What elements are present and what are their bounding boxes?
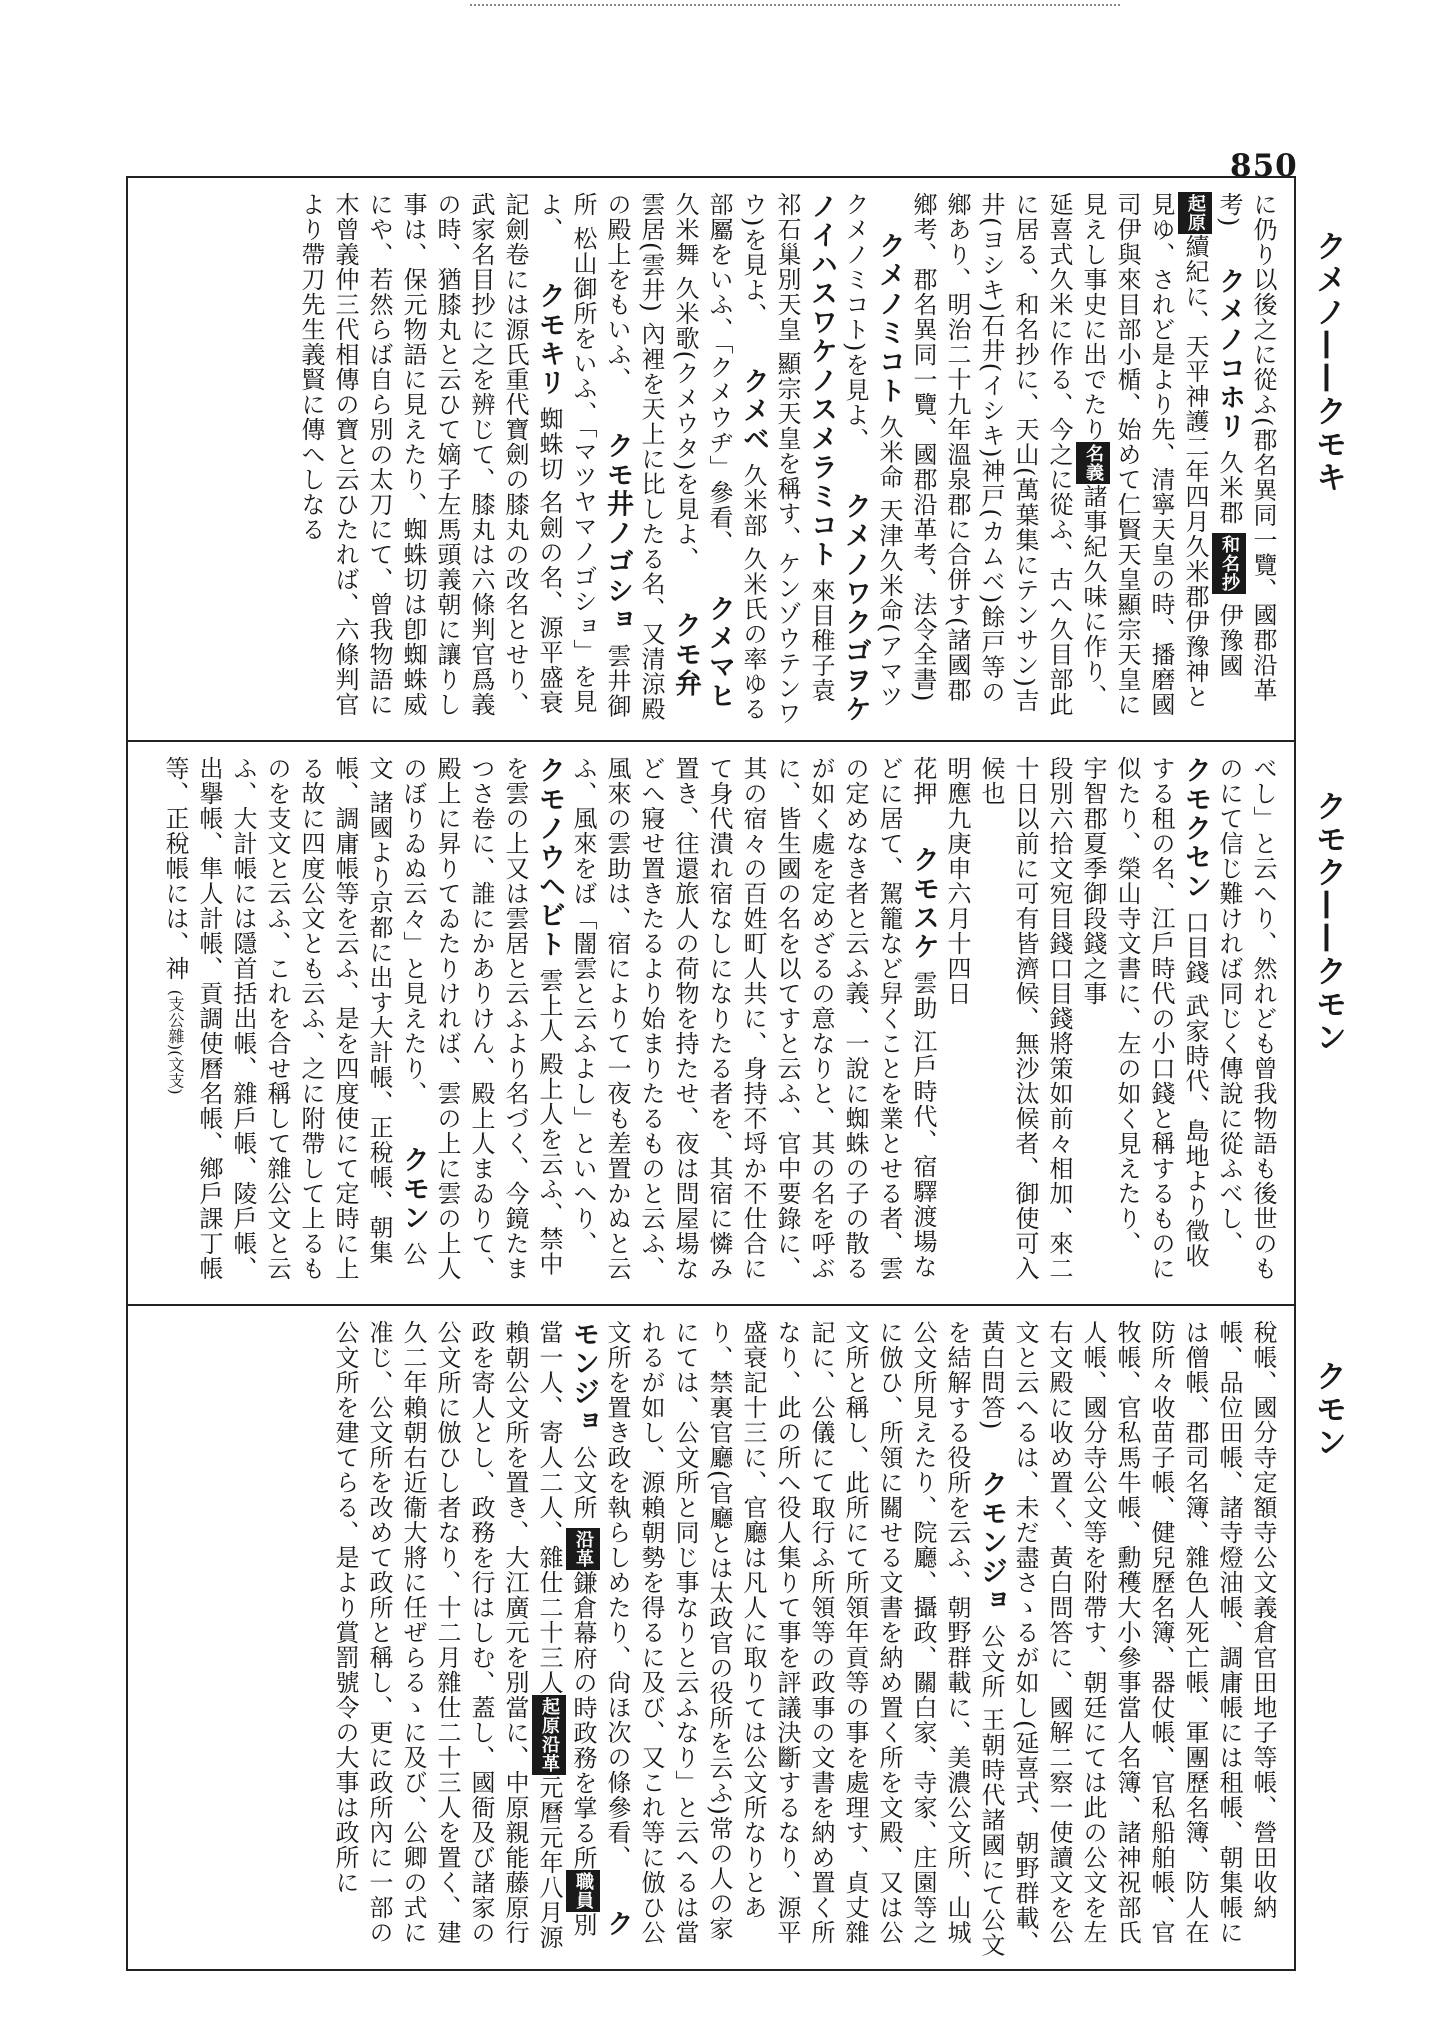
running-head-3: クモン xyxy=(1310,1360,1346,1459)
top-divider xyxy=(470,4,1120,6)
entry-text: 久米氏の率ゆる部屬をいふ、「クメウヂ」參看、 xyxy=(705,192,767,722)
continuation-text: に仍り以後之に從ふ(郡名異同一覽、國郡沿革考) xyxy=(1215,192,1277,703)
entry-reading: 雲上人 xyxy=(535,967,563,1043)
entry-reading: 雲助 xyxy=(909,970,937,1021)
entry-headword: クモンジョ xyxy=(976,1470,1007,1616)
section-1 xyxy=(140,192,1280,727)
entry-headword: クメノコホリ xyxy=(1214,267,1245,442)
category-tag: 起原 xyxy=(1178,192,1212,234)
entry-reading: 久米舞 xyxy=(671,192,699,267)
entry-reading: 來目稚子袁祁石巢別天皇 xyxy=(773,192,835,703)
entry-reading: 公文所 xyxy=(569,1444,597,1520)
entry-text: 諸事紀久味に作り、延喜式久米に作る、今之に從ふ、古へ久目部此に居る、和名抄に、天山(萬葉集にテンサン)吉井(ヨシキ)石井(イシキ)神戸(カムベ)餘戸等の鄉あり、明治二十九年溫泉郡に合併す(諸國郡鄉考、郡名異同一覽、國郡沿革考、法令全書) xyxy=(909,192,1107,717)
continuation-text: 稅帳、國分寺定額寺公文義倉官田地子等帳、營田收納帳、品位田帳、諸寺燈油帳、調庸帳には租帳、朝集帳には僧帳、郡司名簿、雜色人死亡帳、軍團歷名簿、防人在防所々收苗子帳、健兒歷名簿、器仗帳、官私船舶帳、官牧帳、官私馬牛帳、勳穫大小參事當人名簿、諸神祝部氏人帳、國分寺公文等を附帶す、朝廷にては此の公文を左右文殿に收め置く、黃白問答に、國解二察一使讀文を公文と云へるは、未だ盡さゝるが如し(延喜式、朝野群載、黃白問答) xyxy=(977,1320,1277,1956)
category-tag: 起原沿革 xyxy=(532,1695,566,1775)
category-tag: 職員 xyxy=(566,1870,600,1912)
section-divider-1 xyxy=(126,740,1296,742)
quoted-document-date: 明應九庚申六月十四日 xyxy=(943,756,971,1006)
entry-text: 久米歌(クメウタ)を見よ、 xyxy=(671,275,699,572)
page-number: 850 xyxy=(1230,148,1298,184)
entry-text: 內裡を天上に比したる名、又清涼殿の殿上をもいふ、 xyxy=(603,192,665,722)
entry-headword: クモクセン xyxy=(1180,756,1211,901)
entry-text: 松山御所をいふ、「マツヤマノゴショ」を見よ、 xyxy=(535,192,597,714)
entry-headword: クメノミコト xyxy=(874,231,905,406)
entry-headword: クメベ xyxy=(738,367,769,455)
entry-reading: 久米命 xyxy=(875,414,903,490)
entry-text: 元曆元年八月源賴朝公文所を置き、大江廣元を別當に、中原親能藤原行政を寄人とし、政務を行はしむ、蓋し、國衙及び諸家の公文所に倣ひし者なり、十二月雜仕二十三人を置く、建久二年賴朝右近衞大將に任ぜらるゝに及び、公卿の式に准じ、公文所を改めて政所と稱し、更に政所內に一部の公文所を建てらる、是より賞罰號令の大事は政所に xyxy=(331,1320,563,1950)
entry-text: 鎌倉幕府の時政務を掌る所 xyxy=(569,1570,597,1871)
entry-headword: クモキリ xyxy=(534,281,565,398)
running-head-1: クメノ——クモキ xyxy=(1310,230,1346,494)
entry-reading: 公文 xyxy=(365,756,427,1267)
entry-text: 王朝時代諸國にて公文を結解する役所を云ふ、朝野群載に、美濃公文所、山城公文所見えたり、院廳、攝政、關白家、寺家、庄園等之に倣ひ、所領に關せる文書を納め置く所を文殿、又は公文所と稱し、此所にて所領年貢等の事を處理す、貞丈雜記に、公儀にて取行ふ所領等の政事の文書を納め置く所なり、此の所へ役人集りて事を評議決斷するなり、源平盛衰記十三に、官廳は凡人に取りては公文所なりとあり、禁裏官廳(官廳とは太政官の役所を云ふ)常の人の家にては、公文所と同じ事なりと云ふなり」と云へるは當れるが如し、源賴朝勢を得るに及び、又これ等に倣ひ公文所を置き政を執らしめたり、尙ほ次の條參看、 xyxy=(603,1320,1005,1958)
entry-text: 顯宗天皇を稱す、ケンゾウテンワウ)を見よ、 xyxy=(739,192,801,726)
section-2 xyxy=(140,756,1280,1291)
entry-text: 武家時代、島地より徵收する租の名、江戶時代の小口錢と稱するものに似たり、榮山寺文書に、左の如く見えたり、 xyxy=(1113,756,1209,1281)
entry-text: 名劍の名、源平盛衰記劍卷には源氏重代寶劍の膝丸の改名とせり、武家名目抄に之を辨じて、膝丸は六條判官爲義の時、猶膝丸と云ひて嫡子左馬頭義朝に讓りし事は、保元物語に見えたり、蜘蛛切は卽蜘蛛威にや、若然らば自ら別の太刀にて、曾我物語に木曾義仲三代相傳の寶と云ひたれば、六條判官より帶刀先生義賢に傳へしなる xyxy=(297,192,563,717)
entry-text: 別當一人、寄人二人、雜仕二十三人 xyxy=(535,1320,597,1938)
entry-reading: 公文所 xyxy=(977,1623,1005,1699)
entry-text: 續紀に、天平神護二年四月久米郡伊豫神と見ゆ、されど是より先、清寧天皇の時、播磨國司伊與來目部小楯、始めて仁賢天皇顯宗天皇に見えし事史に出でたり xyxy=(1079,192,1209,717)
entry-headword: クモノウヘビト xyxy=(534,756,565,959)
entry-headword: クモ井ノゴショ xyxy=(602,431,633,635)
category-tag: 名義 xyxy=(1076,442,1110,484)
entry-reading: 蜘蛛切 xyxy=(535,406,563,482)
entry-text: 殿上人を云ふ、禁中を雲の上又は雲居と云ふより名づく、今鏡たまつさ卷に、誰にかありけん、殿上人まゐりて、殿上に昇りてゐたりければ、雲の上に雲の上人のぼりゐぬ云々」と見えたり、 xyxy=(399,756,563,1281)
entry-headword: クメマヒ xyxy=(704,594,735,711)
entry-text: 諸國より京都に出す大計帳、正稅帳、朝集帳、調庸帳等を云ふ、是を四度使にて定時に上る故に四度公文とも云ふ、之に附帶して上るものを支文と云ふ、これを合せ稱して雜公文と云ふ、大計帳には隱首括出帳、雜戶帳、陵戶帳、出擧帳、隼人計帳、貢調使曆名帳、鄉戶課丁帳等、正稅帳には、神 xyxy=(161,756,393,1281)
entry-text: 伊豫國 xyxy=(1215,603,1243,679)
marginal-note: (支公雜)(文支) xyxy=(166,989,185,1095)
entry-reading: 久米郡 xyxy=(1215,449,1243,525)
entry-reading: 口目錢 xyxy=(1181,909,1209,985)
entry-text: 天津久米命(アマツクメノミコト)を見よ、 xyxy=(841,192,903,709)
entry-headword: クメノワクゴヲケノイハスワケノスメラミコト xyxy=(806,192,871,725)
continuation-text: べし」と云へり、然れども曾我物語も後世のものにて信じ難ければ同じく傳說に從ふべし、 xyxy=(1215,756,1277,1281)
section-3 xyxy=(140,1320,1280,1960)
entry-reading: 久米部 xyxy=(739,462,767,538)
entry-headword: クモスケ xyxy=(908,845,939,962)
entry-reading: 雲居(雲井) xyxy=(637,192,665,313)
section-divider-2 xyxy=(126,1304,1296,1306)
quoted-document-title: 宇智郡夏季御段錢之事 xyxy=(1079,756,1107,1006)
running-head-2: クモク——クモン xyxy=(1310,790,1346,1054)
entry-headword: クモンジョ xyxy=(568,1320,633,1939)
entry-headword: クモ弁 xyxy=(670,611,701,699)
quoted-document-body: 段別六拾文宛目錢口目錢將策如前々相加、來二十日以前に可有皆濟候、無沙汰候者、御使可入候也 xyxy=(977,756,1073,1281)
entry-headword: クモン xyxy=(398,1145,429,1233)
entry-text: 江戶時代、宿驛渡場などに居て、駕籠など舁くことを業とせる者、雲の定めなき者と云ふ義、一說に蜘蛛の子の散るが如く處を定めざるの意なりと、其の名を呼ぶに、皆生國の名を以てすと云ふ、官中要錄に、其の宿々の百姓町人共に、身持不埒か不仕合にて身代潰れ宿なしになりたる者を、其宿に憐み置き、往還旅人の荷物を持たせ、夜は問屋場などへ寢せ置きたるより始まりたるものと云ふ、風來の雲助は、宿によりて一夜も差置かぬと云ふ、風來をば「闇雲と云ふよし」といへり、 xyxy=(569,756,937,1281)
entry-reading: 雲井御所 xyxy=(569,192,631,719)
quoted-document-signature: 花押 xyxy=(909,756,937,806)
category-tag: 沿革 xyxy=(566,1528,600,1570)
category-tag: 和名抄 xyxy=(1212,533,1246,594)
